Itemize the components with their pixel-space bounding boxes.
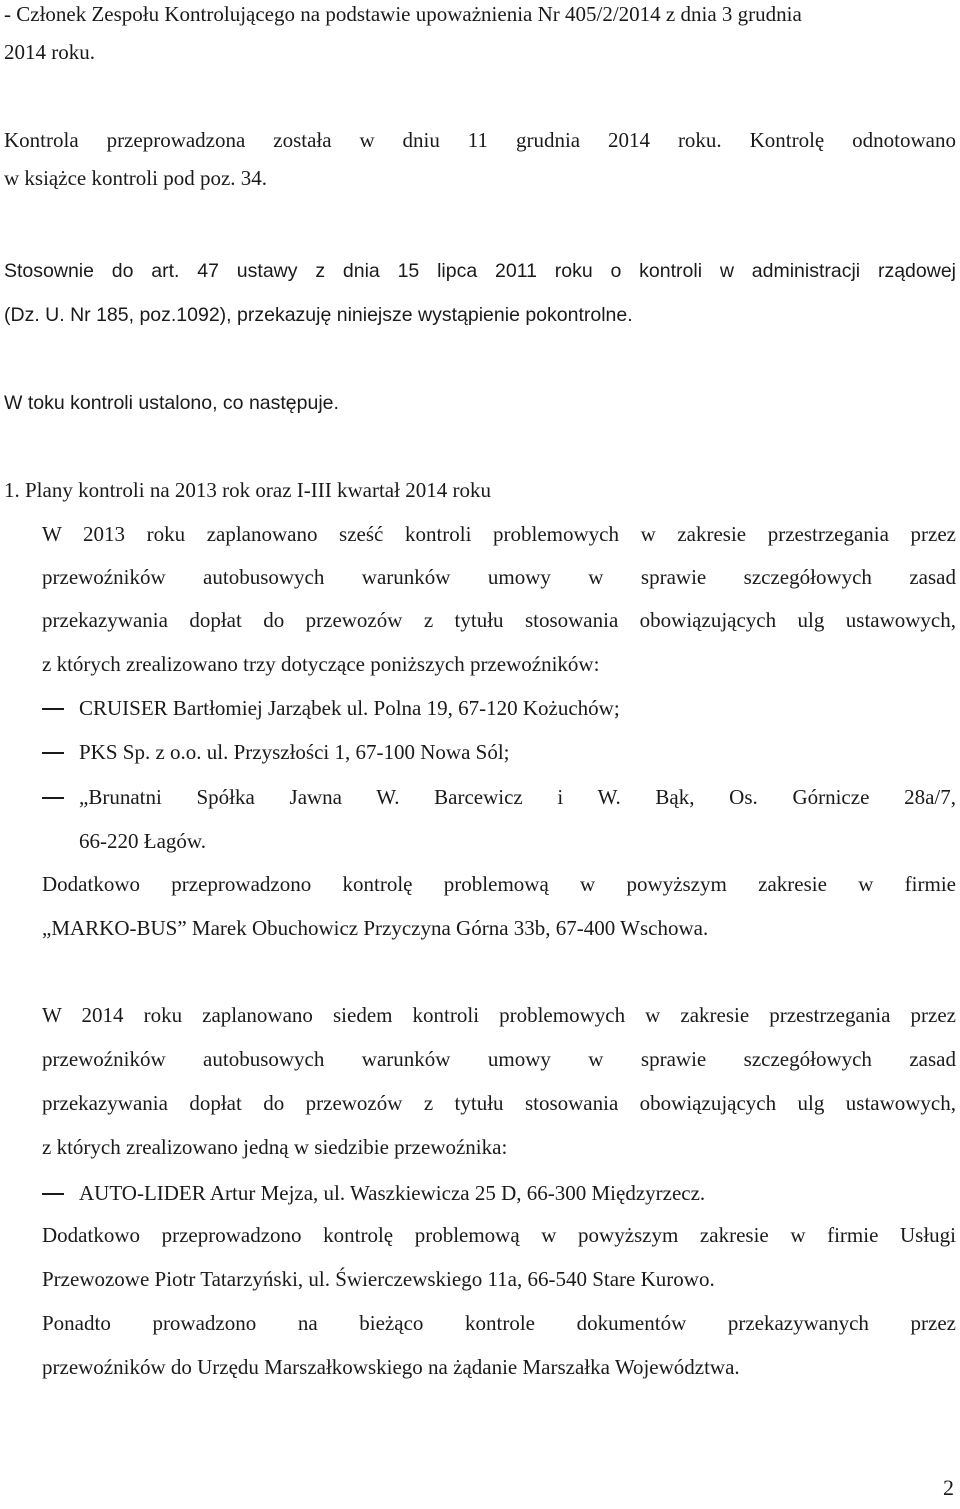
carrier-item-cont: 66-220 Łagów. bbox=[79, 829, 206, 853]
carrier-item: AUTO-LIDER Artur Mejza, ul. Waszkiewicza 25 D, 66-300 Międzyrzecz. bbox=[79, 1181, 706, 1205]
plan-2014-line: przewoźników autobusowych warunków umowy w sprawie szczegółowych zasad bbox=[42, 1047, 956, 1071]
additional-control-2013: Dodatkowo przeprowadzono kontrolę problemową w powyższym zakresie w firmie bbox=[42, 872, 956, 896]
additional-control-2013-cont: „MARKO-BUS” Marek Obuchowicz Przyczyna Górna 33b, 67-400 Wschowa. bbox=[42, 916, 709, 940]
plan-2014-line: przekazywania dopłat do przewozów z tytułu stosowania obowiązujących ulg ustawowych, bbox=[42, 1091, 956, 1115]
carrier-item: PKS Sp. z o.o. ul. Przyszłości 1, 67-100 Nowa Sól; bbox=[79, 740, 510, 764]
additional-control-2014-cont: Przewozowe Piotr Tatarzyński, ul. Świerczewskiego 11a, 66-540 Stare Kurowo. bbox=[42, 1267, 715, 1291]
list-bullet-dash bbox=[42, 797, 64, 799]
ongoing-controls-cont: przewoźników do Urzędu Marszałkowskiego na żądanie Marszałka Województwa. bbox=[42, 1355, 740, 1379]
list-bullet-dash bbox=[42, 1193, 64, 1195]
carrier-item: „Brunatni Spółka Jawna W. Barcewicz i W. Bąk, Os. Górnicze 28a/7, bbox=[79, 785, 956, 809]
additional-control-2014: Dodatkowo przeprowadzono kontrolę problemową w powyższym zakresie w firmie Usługi bbox=[42, 1223, 956, 1247]
page-number: 2 bbox=[943, 1475, 954, 1500]
plan-2013-line: z których zrealizowano trzy dotyczące poniższych przewoźników: bbox=[42, 652, 600, 676]
control-book-line: w książce kontroli pod poz. 34. bbox=[4, 166, 268, 190]
plan-2013-line: W 2013 roku zaplanowano sześć kontroli problemowych w zakresie przestrzegania przez bbox=[42, 522, 956, 546]
plan-2014-line: z których zrealizowano jedną w siedzibie przewoźnika: bbox=[42, 1135, 508, 1159]
legal-basis-line: Stosownie do art. 47 ustawy z dnia 15 lipca 2011 roku o kontroli w administracji rządowej bbox=[4, 260, 956, 282]
plan-2013-line: przewoźników autobusowych warunków umowy w sprawie szczegółowych zasad bbox=[42, 565, 956, 589]
legal-basis-line-cont: (Dz. U. Nr 185, poz.1092), przekazuję niniejsze wystąpienie pokontrolne. bbox=[4, 304, 633, 326]
carrier-item: CRUISER Bartłomiej Jarząbek ul. Polna 19, 67-120 Kożuchów; bbox=[79, 696, 620, 720]
ongoing-controls: Ponadto prowadzono na bieżąco kontrole dokumentów przekazywanych przez bbox=[42, 1311, 956, 1335]
control-date-line: Kontrola przeprowadzona została w dniu 11 grudnia 2014 roku. Kontrolę odnotowano bbox=[4, 128, 956, 152]
authorization-line: - Członek Zespołu Kontrolującego na podstawie upoważnienia Nr 405/2/2014 z dnia 3 grudnia bbox=[4, 2, 802, 26]
plan-2013-line: przekazywania dopłat do przewozów z tytułu stosowania obowiązujących ulg ustawowych, bbox=[42, 608, 956, 632]
list-bullet-dash bbox=[42, 752, 64, 754]
authorization-line-cont: 2014 roku. bbox=[4, 40, 95, 64]
findings-intro: W toku kontroli ustalono, co następuje. bbox=[4, 392, 339, 414]
section-heading: 1. Plany kontroli na 2013 rok oraz I-III kwartał 2014 roku bbox=[4, 478, 491, 502]
list-bullet-dash bbox=[42, 708, 64, 710]
plan-2014-line: W 2014 roku zaplanowano siedem kontroli problemowych w zakresie przestrzegania przez bbox=[42, 1003, 956, 1027]
